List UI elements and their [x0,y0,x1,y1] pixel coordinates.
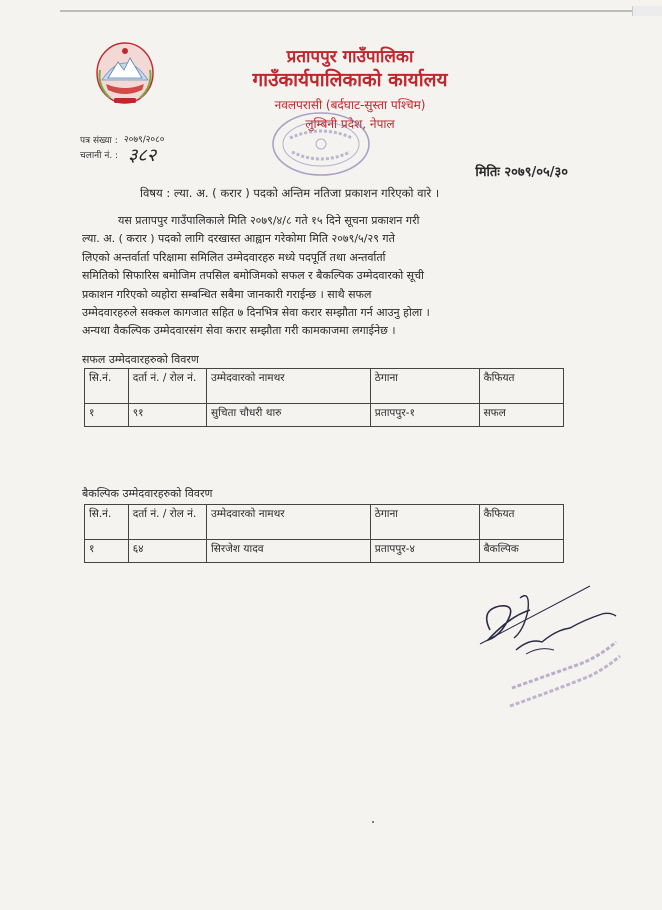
header-name: उम्मेदवारको नामथर [207,505,371,540]
header-reg: दर्ता नं. / रोल नं. [128,505,206,540]
table-header-row [85,505,564,540]
dispatch-number-label: चलानी नं. : [80,151,119,161]
municipality-name: प्रतापपुर गाउँपालिका [286,47,414,67]
cell-name: सिरजेश यादव [207,540,371,563]
cell-sn: १ [85,404,129,427]
table-header-row [85,369,564,404]
scan-edge-line [60,10,640,12]
header-remarks: कैफियत [479,505,563,540]
cell-name: सुचिता चौधरी थारु [207,404,371,427]
header-reg: दर्ता नं. / रोल नं. [128,369,206,404]
header-name: उम्मेदवारको नामथर [207,369,371,404]
table-row [85,540,564,563]
document-date: मितिः २०७९/०५/३० [475,165,568,180]
dispatch-number-value: ३८२ [128,145,157,166]
cell-reg: ६४ [128,540,206,563]
cell-address: प्रतापपुर-४ [370,540,479,563]
body-line: ल्या. अ. ( करार ) पदको लागि दरखास्त आह्वान गरेकोमा मिति २०७९/५/२९ गते [82,232,395,246]
successful-section-title: सफल उम्मेदवारहरुको विवरण [82,353,199,366]
cell-remarks: बैकल्पिक [479,540,563,563]
district-line: नवलपरासी (बर्दघाट-सुस्ता पश्चिम) [274,98,426,112]
cell-remarks: सफल [479,404,563,427]
header-remarks: कैफियत [479,369,563,404]
alternate-section-title: बैकल्पिक उम्मेदवारहरुको विवरण [82,487,213,500]
header-sn: सि.नं. [85,505,129,540]
cell-reg: ९१ [128,404,206,427]
cell-address: प्रतापपुर-१ [370,404,479,427]
scan-edge-corner [632,6,662,16]
body-line: यस प्रतापपुर गाउँपालिकाले मिति २०७९/४/८ गते १५ दिने सूचना प्रकाशन गरी [118,214,420,227]
body-line: उम्मेदवारहरुले सक्कल कागजात सहित ७ दिनभित्र सेवा करार सम्झौता गर्न आउनु होला । [82,306,430,320]
successful-candidates-table [84,368,564,427]
letter-number-label: पत्र संख्या : [80,136,118,146]
cell-sn: १ [85,540,129,563]
body-line: अन्यथा वैकल्पिक उम्मेदवारसंग सेवा करार सम्झौता गरी कामकाजमा लगाईनेछ । [82,324,396,338]
body-line: समितिको सिफारिस बमोजिम तपसिल बमोजिमको सफल र बैकल्पिक उम्मेदवारको सूची [82,269,424,283]
body-line: लिएको अन्तर्वार्ता परिक्षामा समिलित उम्मेदवारहरु मध्ये पदपूर्ति तथा अन्तर्वार्ता [82,250,386,264]
office-stamp-icon [268,108,374,180]
official-signature-icon [470,580,630,720]
table-row [85,404,564,427]
header-sn: सि.नं. [85,369,129,404]
office-name: गाउँकार्यपालिकाको कार्यालय [252,69,448,91]
government-emblem-icon [94,40,156,106]
body-paragraph [82,212,552,341]
province-line: लुम्बिनी प्रदेश, नेपाल [305,117,395,131]
letter-number-value: २०७९/२०८० [124,135,165,145]
alternate-candidates-table [84,504,564,563]
header-address: ठेगाना [370,369,479,404]
body-line: प्रकाशन गरिएको व्यहोरा सम्बन्धित सबैमा जानकारी गराईन्छ । साथै सफल [82,287,372,301]
subject-line: विषय : ल्या. अ. ( करार ) पदको अन्तिम नतिजा प्रकाशन गरिएको वारे । [140,186,440,200]
header-address: ठेगाना [370,505,479,540]
scan-speck [372,821,374,823]
